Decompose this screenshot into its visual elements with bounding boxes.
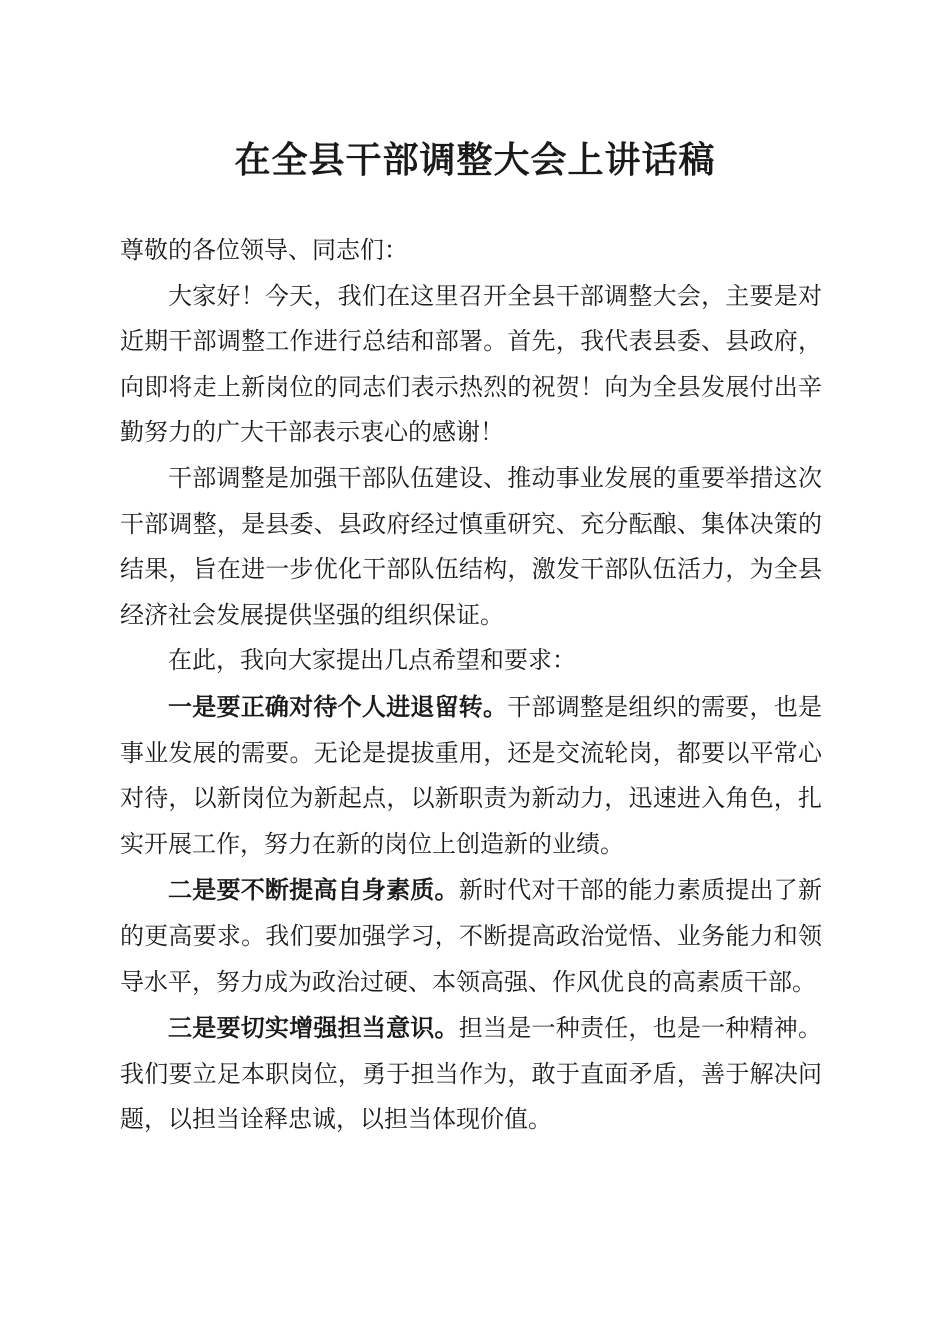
paragraph-text: 新时代对干部的能力素质提出了新的更高要求。我们要加强学习，不断提高政治觉悟、业务能力和领导水平，努力成为政治过硬、本领高强、作风优良的高素质干部。 — [120, 876, 823, 996]
paragraph-requirement-1 — [120, 684, 822, 867]
paragraph-purpose — [120, 456, 822, 638]
paragraph-lead: 二是要不断提高自身素质。 — [168, 875, 459, 905]
paragraph-lead: 一是要正确对待个人进退留转。 — [168, 691, 508, 721]
paragraph-intro-requirements — [120, 638, 822, 684]
paragraph-text: 干部调整是加强干部队伍建设、推动事业发展的重要举措这次干部调整，是县委、县政府经过慎重研究、充分酝酿、集体决策的结果，旨在进一步优化干部队伍结构，激发干部队伍活力，为全县经济社会发展提供坚强的组织保证。 — [120, 463, 822, 629]
paragraph-lead: 三是要切实增强担当意识。 — [168, 1013, 459, 1043]
paragraph-greeting — [120, 274, 822, 456]
document-body — [120, 228, 822, 1143]
document-title: 在全县干部调整大会上讲话稿 — [234, 139, 716, 181]
salutation: 尊敬的各位领导、同志们： — [120, 236, 408, 264]
paragraph-requirement-2 — [120, 867, 822, 1005]
paragraph-text: 干部调整是组织的需要，也是事业发展的需要。无论是提拔重用，还是交流轮岗，都要以平常心对待，以新岗位为新起点，以新职责为新动力，迅速进入角色，扎实开展工作，努力在新的岗位上创造新的业绩。 — [120, 692, 823, 858]
paragraph-text: 大家好！今天，我们在这里召开全县干部调整大会，主要是对近期干部调整工作进行总结和部署。首先，我代表县委、县政府，向即将走上新岗位的同志们表示热烈的祝贺！向为全县发展付出辛勤努力的广大干部表示衷心的感谢！ — [120, 281, 822, 447]
paragraph-text: 在此，我向大家提出几点希望和要求： — [168, 646, 576, 675]
paragraph-requirement-3 — [120, 1005, 822, 1143]
paragraph-text: 担当是一种责任，也是一种精神。我们要立足本职岗位，勇于担当作为，敢于直面矛盾，善于解决问题，以担当诠释忠诚，以担当体现价值。 — [120, 1014, 823, 1134]
